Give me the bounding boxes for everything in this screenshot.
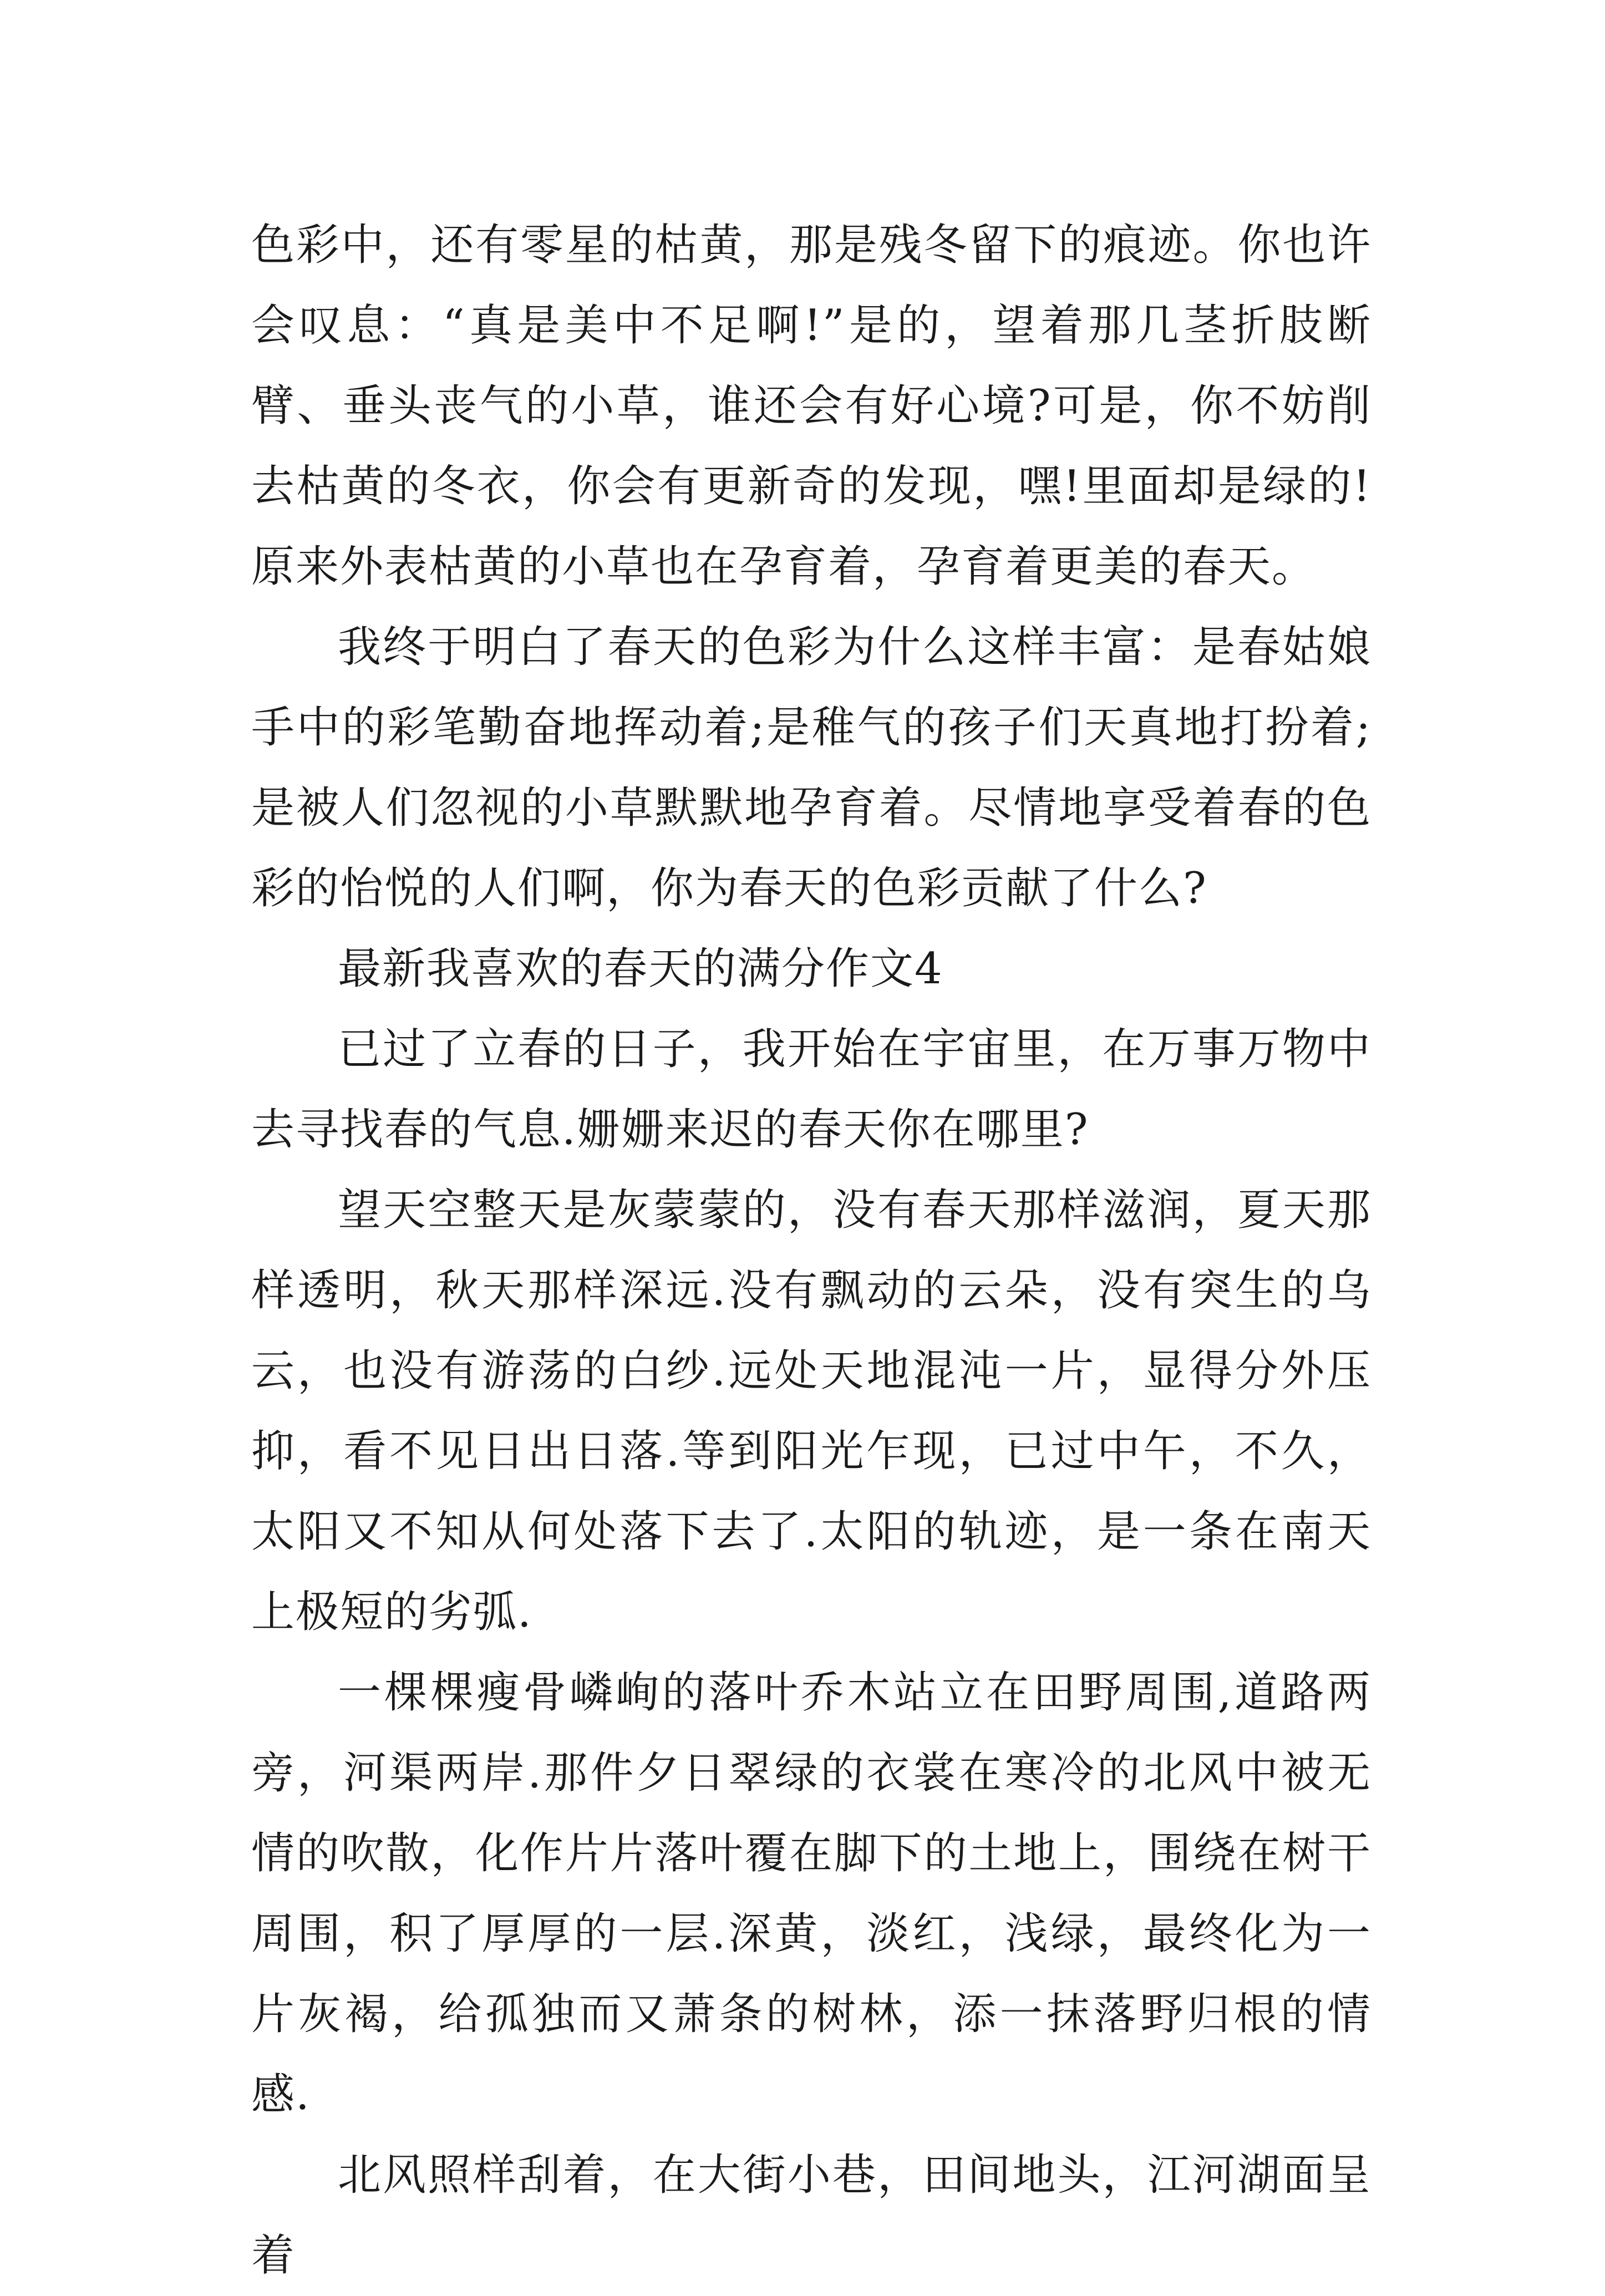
paragraph: 望天空整天是灰蒙蒙的，没有春天那样滋润，夏天那样透明，秋天那样深远.没有飘动的云朵，没有突生的乌云，也没有游荡的白纱.远处天地混沌一片，显得分外压抑，看不见日出日落.等到阳光乍现，已过中午，不久，太阳又不知从何处落下去了.太阳的轨迹，是一条在南天上极短的劣弧. [251,1185,1372,1637]
document-body [251,205,1372,2296]
paragraph: 北风照样刮着，在大街小巷，田间地头，江河湖面呈着 [251,2150,1372,2280]
paragraph: 已过了立春的日子，我开始在宇宙里，在万事万物中去寻找春的气息.姗姗来迟的春天你在哪里? [251,1024,1372,1155]
paragraph: 一棵棵瘦骨嶙峋的落叶乔木站立在田野周围,道路两旁，河渠两岸.那件夕日翠绿的衣裳在寒冷的北风中被无情的吹散，化作片片落叶覆在脚下的土地上，围绕在树干周围，积了厚厚的一层.深黄，淡红，浅绿，最终化为一片灰褐，给孤独而又萧条的树林，添一抹落野归根的情感. [251,1668,1372,2120]
paragraph-continued: 色彩中，还有零星的枯黄，那是残冬留下的痕迹。你也许会叹息：“真是美中不足啊!”是的，望着那几茎折肢断臂、垂头丧气的小草，谁还会有好心境?可是，你不妨削去枯黄的冬衣，你会有更新奇的发现，嘿!里面却是绿的!原来外表枯黄的小草也在孕育着，孕育着更美的春天。 [251,220,1372,592]
section-heading: 最新我喜欢的春天的满分作文4 [338,944,943,994]
paragraph: 我终于明白了春天的色彩为什么这样丰富：是春姑娘手中的彩笔勤奋地挥动着;是稚气的孩子们天真地打扮着;是被人们忽视的小草默默地孕育着。尽情地享受着春的色彩的怡悦的人们啊，你为春天的色彩贡献了什么? [251,622,1372,913]
